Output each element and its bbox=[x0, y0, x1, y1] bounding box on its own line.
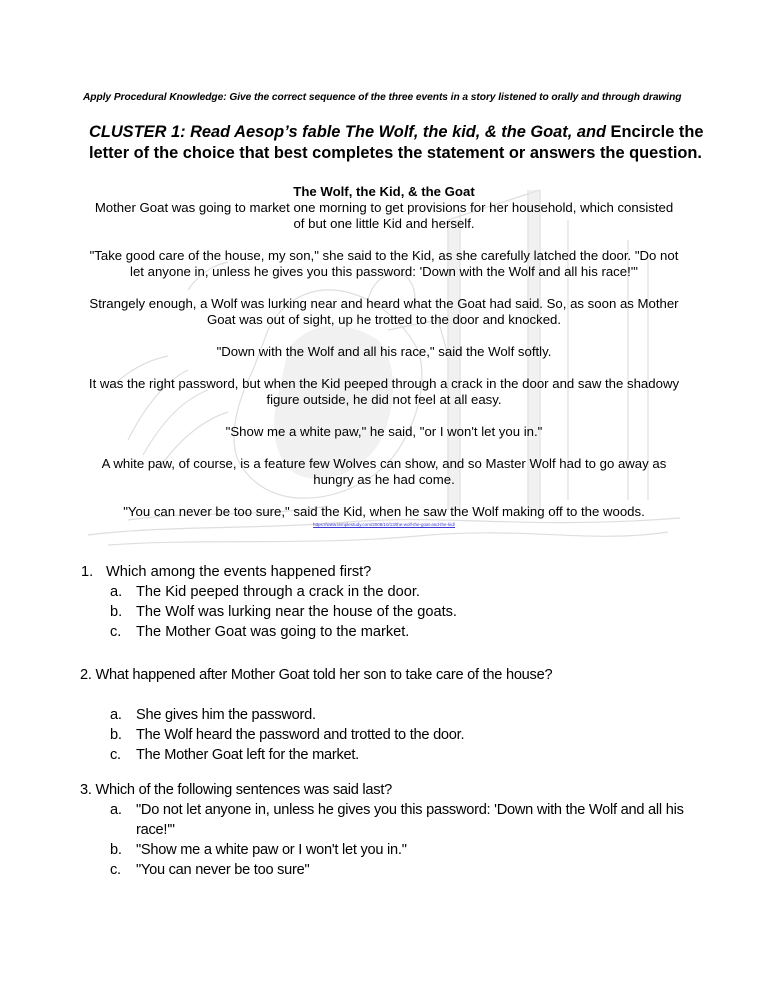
answer-option-c[interactable] bbox=[80, 622, 720, 642]
question-text: What happened after Mother Goat told her son to take care of the house? bbox=[95, 667, 553, 683]
answer-option-b[interactable] bbox=[80, 840, 720, 860]
answer-option-a[interactable] bbox=[80, 582, 720, 602]
option-text: "You can never be too sure" bbox=[136, 862, 310, 878]
source-link[interactable]: https://www.templestudy.com/2008/10/13/the-wolf-the-goat-and-the-kid/ bbox=[313, 522, 455, 527]
question-number: 3. bbox=[80, 782, 92, 798]
cluster-directions: Encircle the letter of the choice that best completes the statement or answers the question. bbox=[89, 123, 704, 162]
question-stem bbox=[80, 780, 720, 800]
option-text: The Wolf heard the password and trotted to the door. bbox=[136, 727, 465, 743]
cluster-instructions bbox=[89, 122, 709, 164]
story-paragraph: "Take good care of the house, my son," she said to the Kid, as she carefully latched the door. "Do not let anyone in, unless he gives you this password: 'Down with the Wolf and all his race!'" bbox=[89, 248, 679, 279]
answer-option-b[interactable] bbox=[80, 725, 720, 745]
story-paragraph: It was the right password, but when the Kid peeped through a crack in the door and saw the shadowy figure outside, he did not feel at all easy. bbox=[88, 376, 680, 407]
learning-objective: Apply Procedural Knowledge: Give the correct sequence of the three events in a story listened to orally and through drawing bbox=[83, 92, 682, 103]
question-1 bbox=[80, 562, 720, 642]
option-text: The Mother Goat was going to the market. bbox=[136, 624, 410, 640]
option-text: "Do not let anyone in, unless he gives you this password: 'Down with the Wolf and all his race!'" bbox=[136, 802, 684, 838]
option-letter: a. bbox=[110, 707, 122, 723]
question-stem bbox=[80, 562, 720, 582]
option-letter: a. bbox=[110, 584, 123, 600]
option-letter: c. bbox=[110, 862, 121, 878]
option-letter: b. bbox=[110, 842, 122, 858]
story-paragraph: Strangely enough, a Wolf was lurking near and heard what the Goat had said. So, as soon as Mother Goat was out of sight, up he trotted to the door and knocked. bbox=[89, 296, 679, 327]
option-text: The Kid peeped through a crack in the door. bbox=[136, 584, 420, 600]
story-paragraph: Mother Goat was going to market one morning to get provisions for her household, which consisted of but one little Kid and herself. bbox=[94, 200, 674, 231]
answer-option-a[interactable] bbox=[80, 705, 720, 725]
answer-option-b[interactable] bbox=[80, 602, 720, 622]
story-paragraph: A white paw, of course, is a feature few Wolves can show, and so Master Wolf had to go away as hungry as he had come. bbox=[101, 456, 667, 487]
option-letter: b. bbox=[110, 727, 122, 743]
option-text: The Wolf was lurking near the house of the goats. bbox=[136, 604, 457, 620]
question-3 bbox=[80, 780, 720, 880]
answer-option-a[interactable] bbox=[80, 800, 720, 840]
option-letter: a. bbox=[110, 802, 122, 818]
story-paragraph: "Show me a white paw," he said, "or I won't let you in." bbox=[225, 424, 543, 439]
answer-option-c[interactable] bbox=[80, 745, 720, 765]
story-text bbox=[88, 184, 680, 528]
option-letter: c. bbox=[110, 747, 121, 763]
cluster-title: CLUSTER 1: Read Aesop’s fable The Wolf, the kid, & the Goat, and bbox=[89, 123, 606, 141]
question-text: Which among the events happened first? bbox=[106, 564, 372, 580]
answer-option-c[interactable] bbox=[80, 860, 720, 880]
option-text: The Mother Goat left for the market. bbox=[136, 747, 359, 763]
option-letter: b. bbox=[110, 604, 123, 620]
option-text: "Show me a white paw or I won't let you in." bbox=[136, 842, 407, 858]
question-number: 1. bbox=[81, 564, 94, 580]
question-text: Which of the following sentences was said last? bbox=[95, 782, 392, 798]
question-2 bbox=[80, 665, 720, 765]
option-text: She gives him the password. bbox=[136, 707, 316, 723]
question-stem bbox=[80, 665, 720, 685]
option-letter: c. bbox=[110, 624, 122, 640]
story-title: The Wolf, the Kid, & the Goat bbox=[293, 184, 475, 199]
story-paragraph: "Down with the Wolf and all his race," said the Wolf softly. bbox=[216, 344, 552, 359]
story-paragraph: "You can never be too sure," said the Kid, when he saw the Wolf making off to the woods. bbox=[123, 504, 645, 519]
question-number: 2. bbox=[80, 667, 92, 683]
story-section bbox=[88, 180, 680, 555]
